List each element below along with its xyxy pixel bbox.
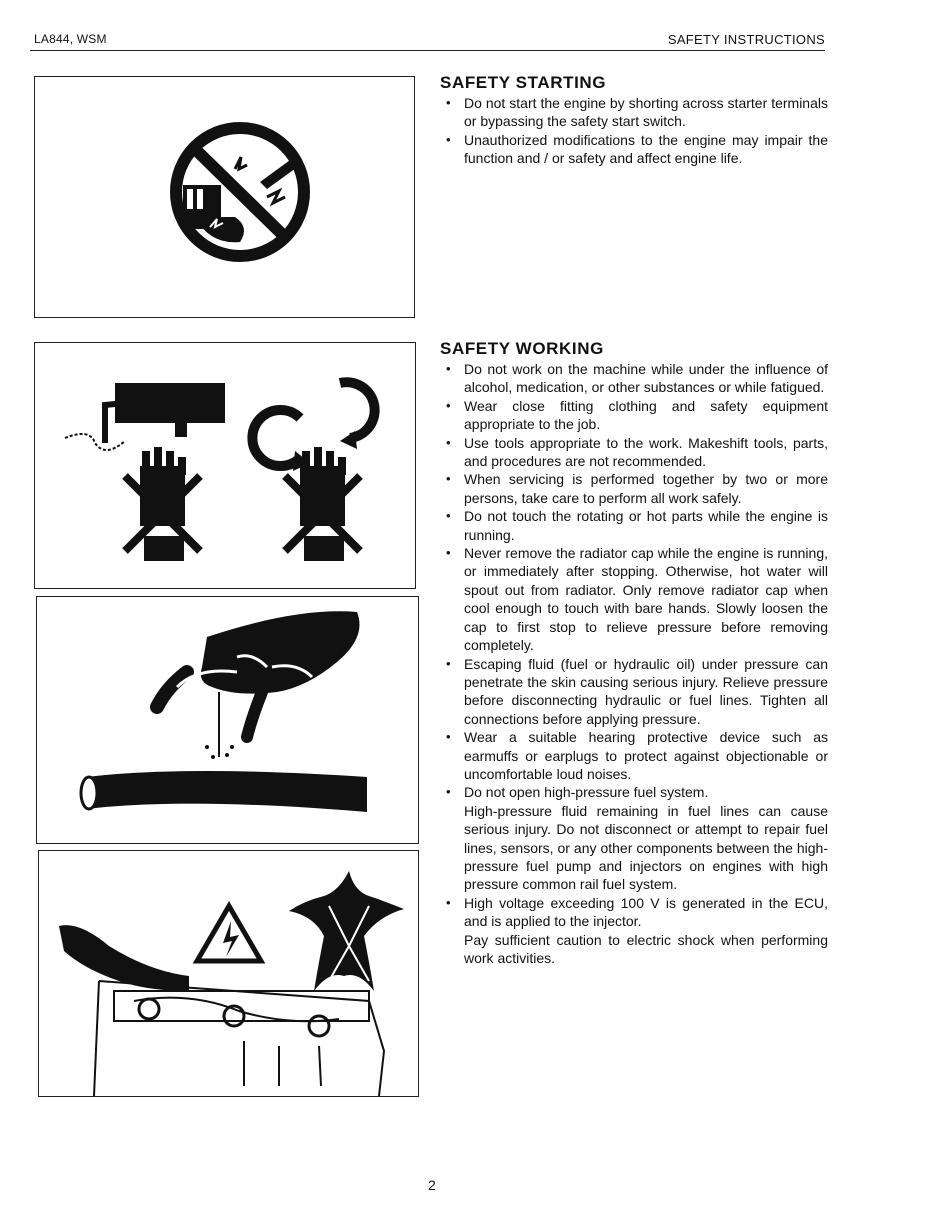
list-item: • Never remove the radiator cap while the engine is running, or immediately after stopping. Otherwise, hot water will spout out from radiator. Only remove radiator cap when cool enough to touch with bare hands. Slowly loosen the cap to first stop to relieve pressure before removing completely. xyxy=(440,544,828,654)
high-pressure-fluid-hand-icon xyxy=(37,597,418,843)
figure-no-shorting xyxy=(34,76,415,318)
list-item-subtext: Pay sufficient caution to electric shock when performing work activities. xyxy=(464,931,828,966)
list-item: • Do not touch the rotating or hot parts while the engine is running. xyxy=(440,507,828,544)
list-item xyxy=(440,894,828,968)
figure-escaping-fluid xyxy=(36,596,419,844)
no-shorting-starter-icon xyxy=(35,77,414,317)
list-item: • When servicing is performed together by two or more persons, take care to perform all work safely. xyxy=(440,470,828,507)
figure-high-voltage xyxy=(38,850,419,1097)
bullet-list xyxy=(440,360,828,967)
section-title: SAFETY WORKING xyxy=(440,339,604,358)
list-item-subtext: High-pressure fluid remaining in fuel lines can cause serious injury. Do not disconnect or attempt to repair fuel lines, sensors, or any other components between the high-pressure fuel pump and injectors on engines with high pressure common rail fuel system. xyxy=(464,802,828,893)
section-title: SAFETY STARTING xyxy=(440,73,607,92)
section-safety-working xyxy=(440,339,828,967)
list-item-text: High voltage exceeding 100 V is generated in the ECU, and is applied to the injector. xyxy=(464,894,828,930)
header-right: SAFETY INSTRUCTIONS xyxy=(667,32,825,47)
list-item: • Do not start the engine by shorting across starter terminals or bypassing the safety start switch. xyxy=(440,94,828,131)
page-number: 2 xyxy=(428,1177,436,1193)
list-item: • Wear a suitable hearing protective device such as earmuffs or earplugs to protect against objectionable or uncomfortable loud noises. xyxy=(440,728,828,783)
header-left: LA844, WSM xyxy=(34,32,107,46)
figure-rotating-hot xyxy=(34,342,416,589)
list-item: • Do not work on the machine while under the influence of alcohol, medication, or other substances or while fatigued. xyxy=(440,360,828,397)
list-item-text: Do not open high-pressure fuel system. xyxy=(464,784,709,801)
section-safety-starting xyxy=(440,73,828,168)
header-rule xyxy=(30,50,825,51)
bullet-list xyxy=(440,94,828,168)
list-item: • Unauthorized modifications to the engine may impair the function and / or safety and affect engine life. xyxy=(440,131,828,168)
list-item: • Wear close fitting clothing and safety equipment appropriate to the job. xyxy=(440,397,828,434)
high-voltage-shock-icon xyxy=(39,851,418,1096)
list-item: • Escaping fluid (fuel or hydraulic oil) under pressure can penetrate the skin causing serious injury. Relieve pressure before disconnecting hydraulic or fuel lines. Tighten all connections before applying pressure. xyxy=(440,655,828,729)
list-item: • Use tools appropriate to the work. Makeshift tools, parts, and procedures are not recommended. xyxy=(440,434,828,471)
rotating-hot-parts-icon xyxy=(35,343,415,588)
list-item xyxy=(440,783,828,893)
